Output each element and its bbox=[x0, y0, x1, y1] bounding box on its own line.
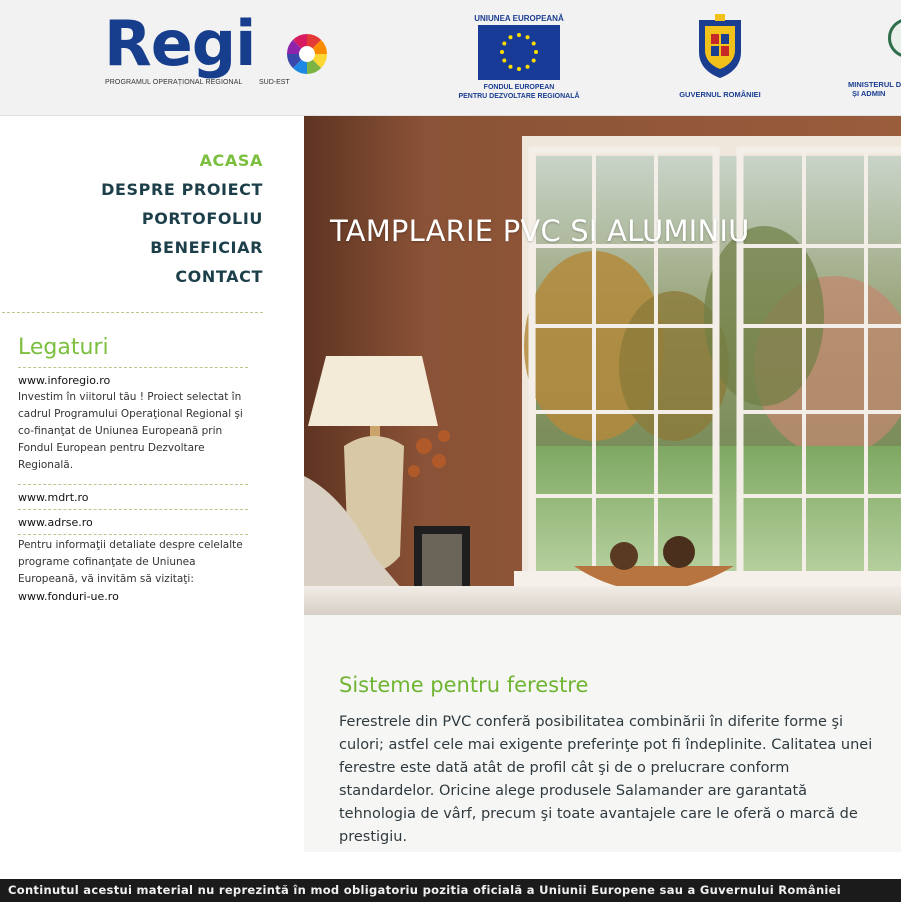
ministry-logo[interactable] bbox=[846, 14, 901, 104]
links-title: Legaturi bbox=[18, 333, 248, 368]
hero-banner bbox=[304, 116, 901, 615]
footer-disclaimer: Continutul acestui material nu reprezintă în mod obligatoriu pozitia oficială a Uniunii Europene sau a Guvernului României bbox=[8, 883, 842, 897]
nav-item-contact bbox=[0, 264, 263, 293]
nav-item-portofoliu bbox=[0, 206, 263, 235]
gov-label: GUVERNUL ROMÂNIEI bbox=[679, 90, 761, 99]
hero-window-image bbox=[304, 116, 901, 615]
ministry-label-line1: MINISTERUL D bbox=[848, 80, 901, 89]
content-section bbox=[304, 615, 901, 852]
link-inforegio-desc: Investim în viitorul tău ! Proiect selectat în cadrul Programului Operaţional Regional şi co-finanţat de Uniunea Europeană prin Fondul European pentru Dezvoltare Regională. bbox=[18, 391, 243, 471]
links-divider bbox=[18, 484, 248, 485]
links-divider bbox=[18, 509, 248, 510]
regio-wordmark: Regi bbox=[104, 7, 256, 80]
regio-logo[interactable] bbox=[104, 7, 334, 92]
content-title: Sisteme pentru ferestre bbox=[339, 673, 589, 697]
nav-item-beneficiar bbox=[0, 235, 263, 264]
link-adrse[interactable]: www.adrse.ro bbox=[18, 516, 93, 529]
nav-link-acasa[interactable]: ACASA bbox=[199, 151, 263, 170]
romania-coat-of-arms-icon bbox=[695, 14, 745, 80]
nav-link-despre-proiect[interactable]: DESPRE PROIECT bbox=[101, 180, 263, 199]
link-fonduri-ue[interactable]: www.fonduri-ue.ro bbox=[18, 590, 119, 603]
nav-link-beneficiar[interactable]: BENEFICIAR bbox=[150, 238, 263, 257]
content-text: Ferestrele din PVC conferă posibilitatea combinării în diferite forme şi culori; astfel cele mai exigente preferinţe pot fi îndeplinite. Calitatea unei ferestre este dată atât de profil cât şi de o prelucrare conform standardelor. Oricine alege produsele Salamander are garantată tehnologia de vârf, precum şi toate avantajele care le oferă o marcă de prestigiu. bbox=[339, 714, 873, 845]
nav-link-portofoliu[interactable]: PORTOFOLIU bbox=[141, 209, 263, 228]
link-fonduri-desc: Pentru informaţii detaliate despre celelalte programe cofinanţate de Uniunea Europeană, vă invităm să vizitaţi: bbox=[18, 539, 243, 585]
link-inforegio[interactable]: www.inforegio.ro bbox=[18, 374, 111, 387]
eu-fund-line2: PENTRU DEZVOLTARE REGIONALĂ bbox=[458, 93, 580, 100]
regio-color-wheel-icon bbox=[287, 34, 327, 74]
links-divider bbox=[18, 534, 248, 535]
ministry-seal-icon bbox=[888, 18, 901, 58]
nav-divider bbox=[2, 312, 263, 313]
eu-logo[interactable] bbox=[446, 14, 592, 100]
eu-fund-line1: FONDUL EUROPEAN bbox=[483, 84, 555, 91]
nav-link-contact[interactable]: CONTACT bbox=[175, 267, 263, 286]
site-footer bbox=[0, 879, 901, 902]
ministry-label-line2: ȘI ADMIN bbox=[852, 89, 886, 98]
links-panel bbox=[18, 333, 248, 605]
regio-subtitle: PROGRAMUL OPERAȚIONAL REGIONAL bbox=[105, 79, 243, 86]
hero-title: TAMPLARIE PVC SI ALUMINIU bbox=[330, 214, 750, 248]
eu-flag-icon bbox=[478, 25, 560, 80]
nav-item-acasa bbox=[0, 148, 263, 177]
nav-item-despre-proiect bbox=[0, 177, 263, 206]
site-header bbox=[0, 0, 901, 116]
eu-label: UNIUNEA EUROPEANĂ bbox=[474, 14, 564, 23]
main-nav bbox=[0, 148, 263, 293]
regio-region: SUD-EST bbox=[259, 79, 290, 86]
gov-logo[interactable] bbox=[662, 14, 778, 100]
link-mdrt[interactable]: www.mdrt.ro bbox=[18, 491, 89, 504]
